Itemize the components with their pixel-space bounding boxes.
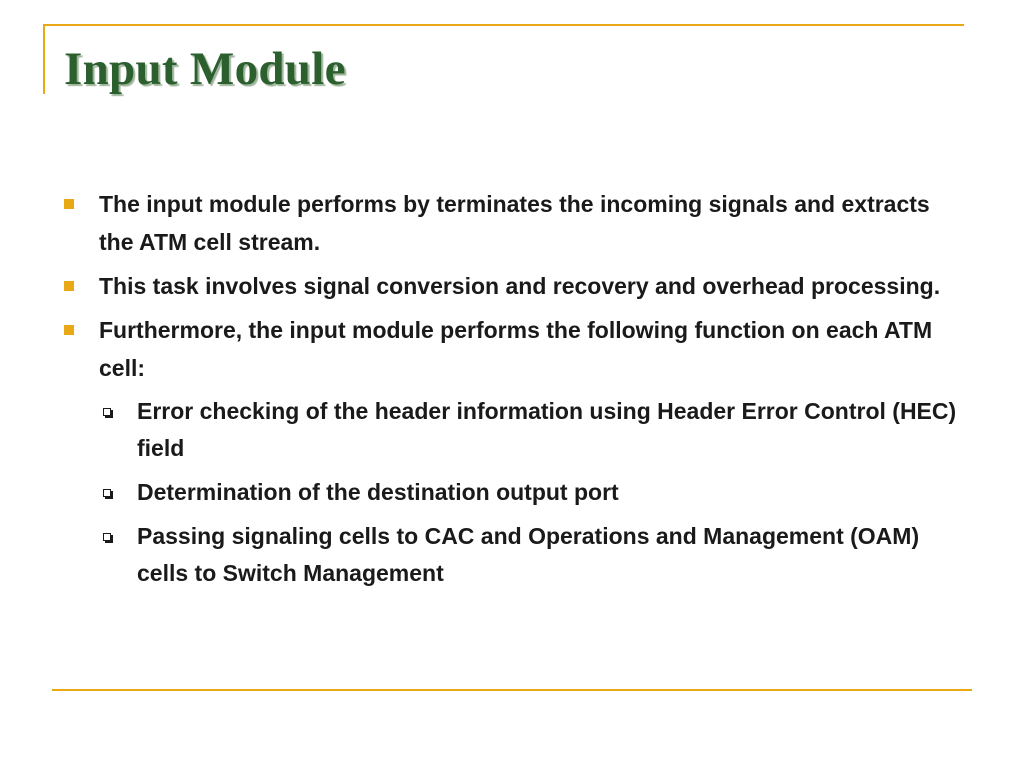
sub-bullet-text: Determination of the destination output port <box>137 479 619 505</box>
sub-bullet-text: Passing signaling cells to CAC and Operations and Management (OAM) cells to Switch Management <box>137 523 920 586</box>
bullet-text: The input module performs by terminates the incoming signals and extracts the ATM cell stream. <box>99 191 930 255</box>
sub-bullet-item <box>100 474 967 511</box>
hollow-square-bullet-icon <box>103 533 111 541</box>
sub-bullet-text: Error checking of the header information using Header Error Control (HEC) field <box>137 398 957 461</box>
bullet-item <box>62 185 967 261</box>
bottom-rule-line <box>52 689 972 691</box>
bullet-item <box>62 311 967 387</box>
sub-bullet-item <box>100 393 967 467</box>
hollow-square-bullet-icon <box>103 408 111 416</box>
bullet-item <box>62 267 967 305</box>
bullet-text: Furthermore, the input module performs the following function on each ATM cell: <box>99 317 933 381</box>
hollow-square-bullet-icon <box>103 489 111 497</box>
left-border-line <box>43 24 45 94</box>
filled-square-bullet-icon <box>64 199 74 209</box>
filled-square-bullet-icon <box>64 325 74 335</box>
filled-square-bullet-icon <box>64 281 74 291</box>
top-border-line <box>43 24 964 26</box>
bullet-list <box>62 185 967 599</box>
bullet-text: This task involves signal conversion and recovery and overhead processing. <box>99 273 941 299</box>
slide-title: Input Module <box>64 43 346 95</box>
sub-bullet-item <box>100 518 967 592</box>
